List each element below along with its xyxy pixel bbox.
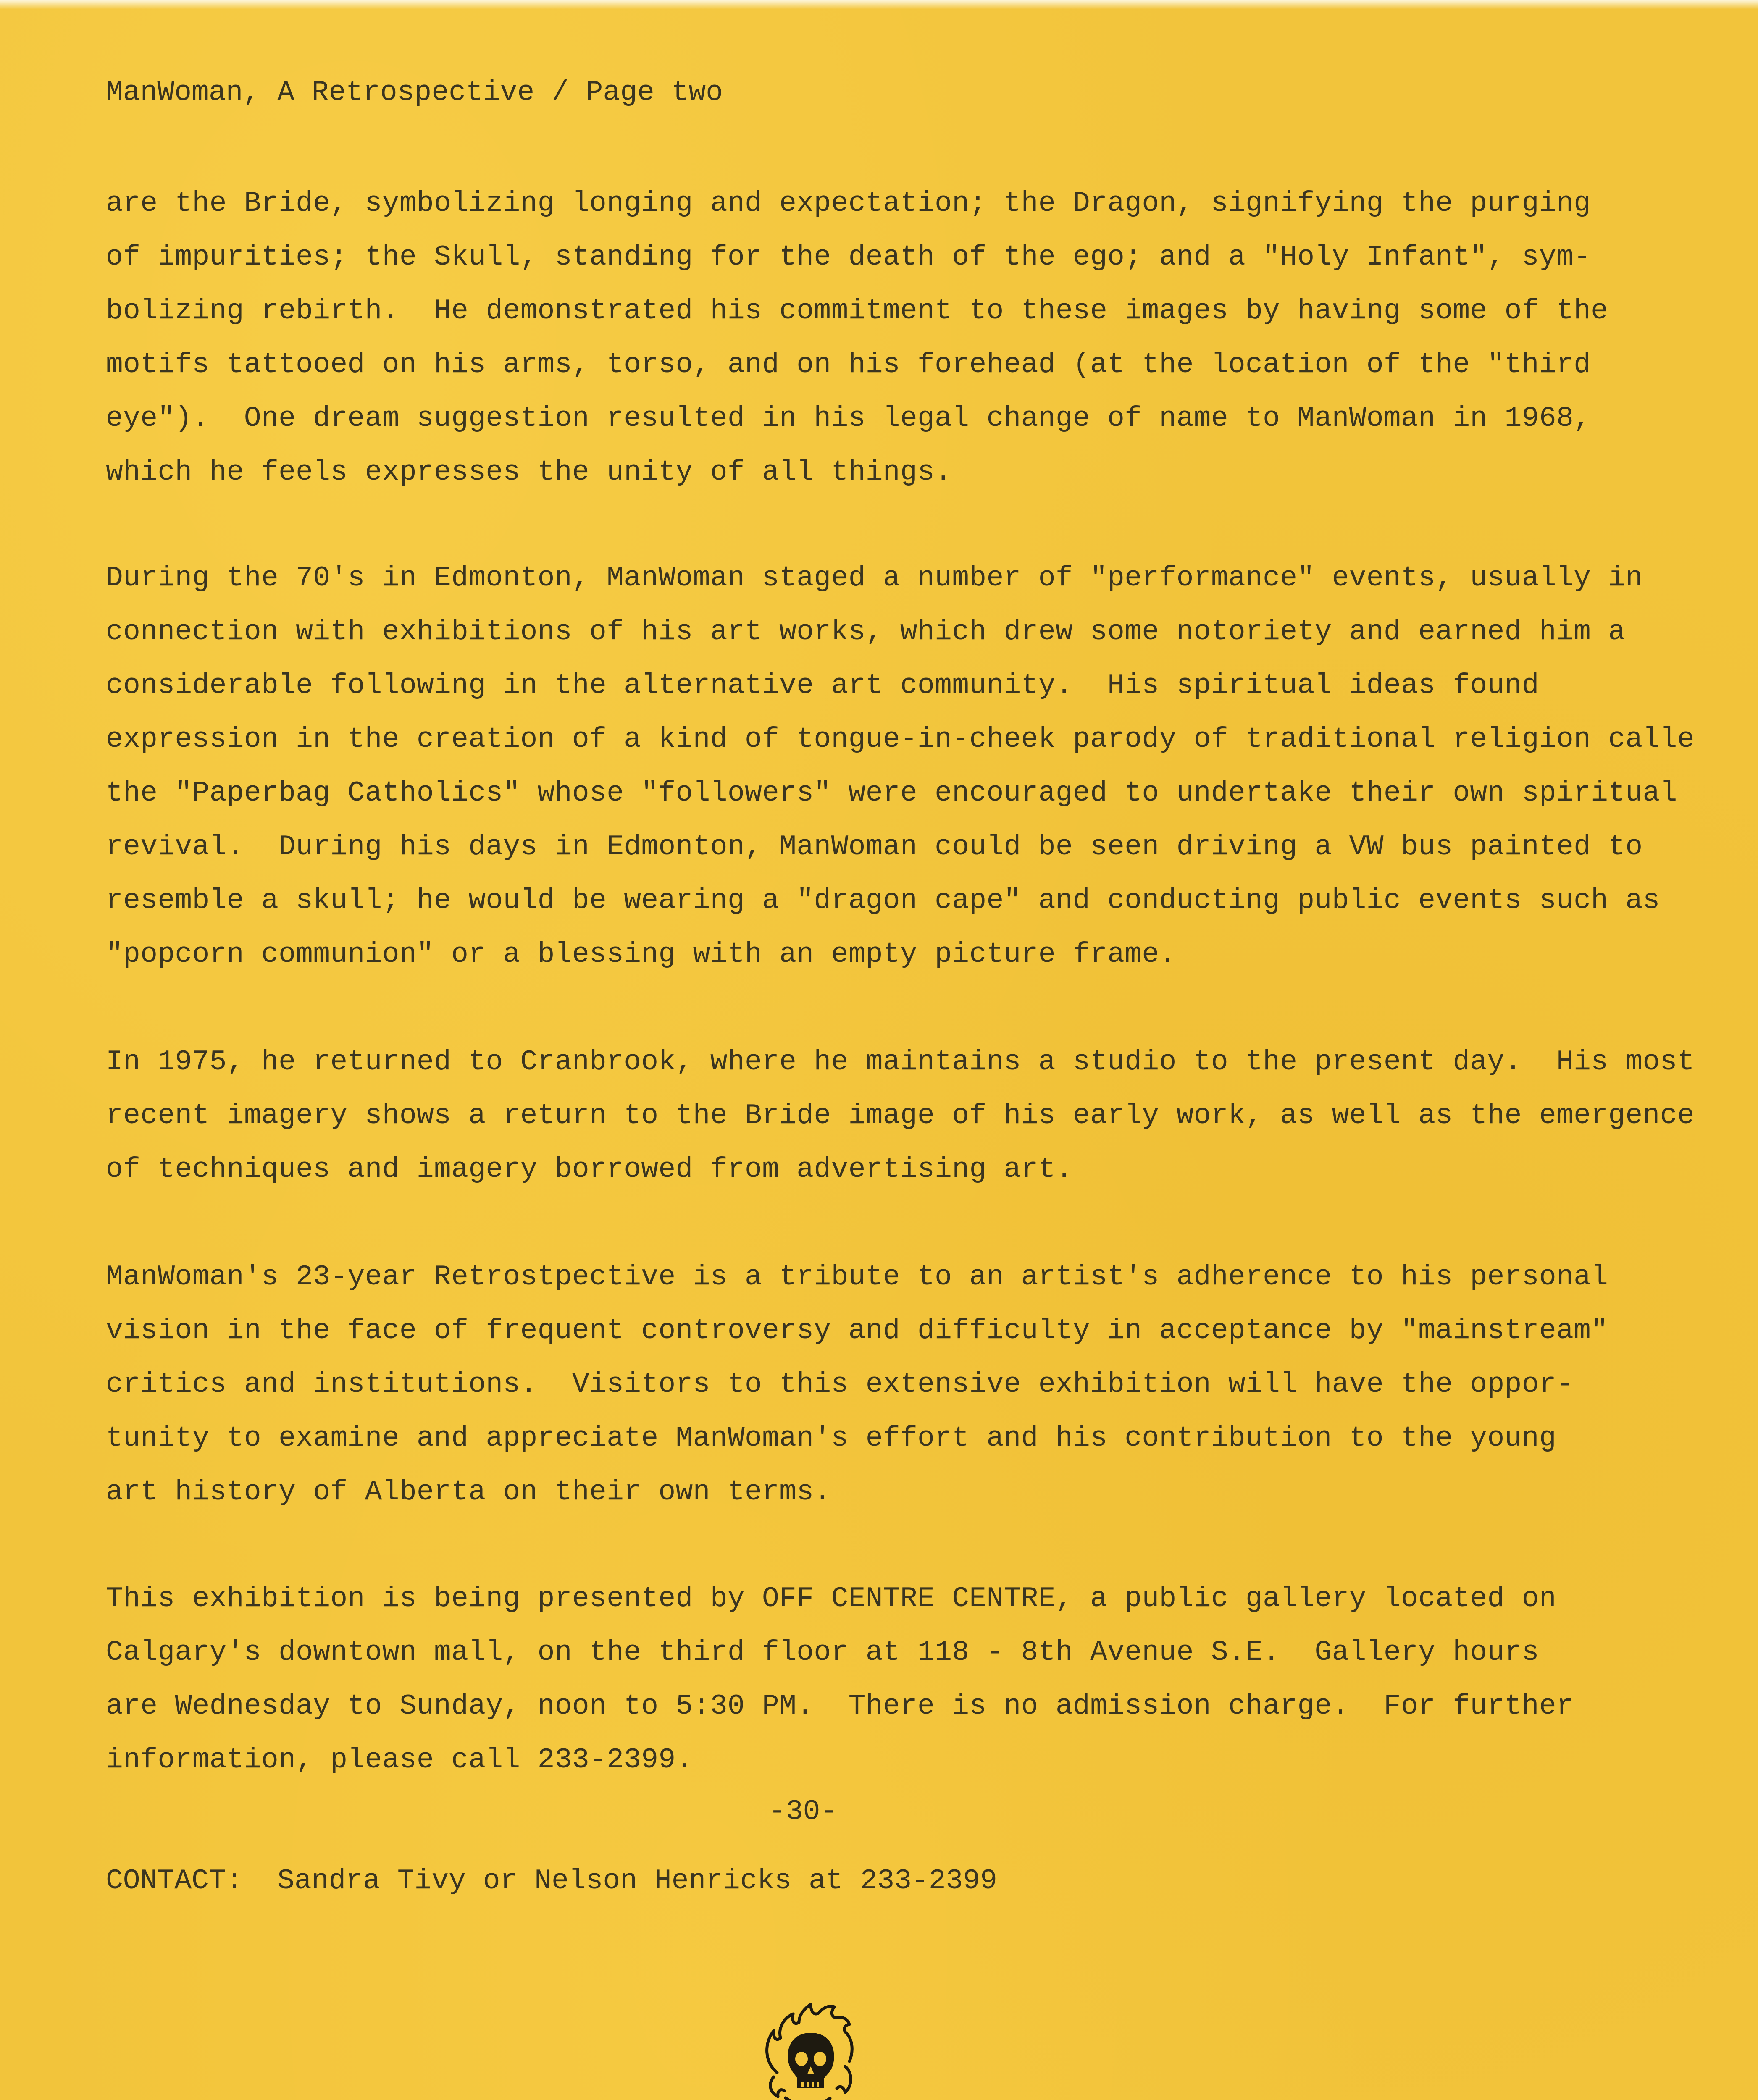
body-line: ManWoman's 23-year Retrostpective is a tribute to an artist's adherence to his personal bbox=[106, 1261, 1608, 1293]
body-line: critics and institutions. Visitors to this extensive exhibition will have the oppor- bbox=[106, 1368, 1574, 1401]
body-line: During the 70's in Edmonton, ManWoman staged a number of "performance" events, usually in bbox=[106, 562, 1643, 594]
body-line: information, please call 233-2399. bbox=[106, 1744, 693, 1776]
body-line: considerable following in the alternative art community. His spiritual ideas found bbox=[106, 669, 1539, 702]
body-line: This exhibition is being presented by OFF CENTRE CENTRE, a public gallery located on bbox=[106, 1583, 1556, 1615]
body-line: "popcorn communion" or a blessing with an empty picture frame. bbox=[106, 938, 1177, 971]
body-line: recent imagery shows a return to the Bride image of his early work, as well as the emergence bbox=[106, 1100, 1695, 1132]
body-line: are Wednesday to Sunday, noon to 5:30 PM. There is no admission charge. For further bbox=[106, 1690, 1574, 1722]
body-line: of impurities; the Skull, standing for the death of the ego; and a "Holy Infant", sym- bbox=[106, 241, 1591, 273]
contact-line: CONTACT: Sandra Tivy or Nelson Henricks at 233-2399 bbox=[106, 1865, 997, 1897]
body-line: motifs tattooed on his arms, torso, and on his forehead (at the location of the "third bbox=[106, 349, 1591, 381]
body-line: of techniques and imagery borrowed from advertising art. bbox=[106, 1153, 1073, 1186]
page-header: ManWoman, A Retrospective / Page two bbox=[106, 76, 723, 109]
body-line: the "Paperbag Catholics" whose "followers" were encouraged to undertake their own spiritual bbox=[106, 777, 1677, 809]
body-line: which he feels expresses the unity of all things. bbox=[106, 456, 952, 488]
body-line: revival. During his days in Edmonton, ManWoman could be seen driving a VW bus painted to bbox=[106, 831, 1643, 863]
body-line: connection with exhibitions of his art works, which drew some notoriety and earned him a bbox=[106, 616, 1626, 648]
body-line: art history of Alberta on their own terms. bbox=[106, 1476, 831, 1508]
flaming-skull-icon bbox=[748, 1999, 865, 2100]
body-line: resemble a skull; he would be wearing a "dragon cape" and conducting public events such as bbox=[106, 885, 1660, 917]
body-line: expression in the creation of a kind of tongue-in-cheek parody of traditional religion calle bbox=[106, 723, 1695, 756]
paper-top-edge bbox=[0, 0, 1758, 9]
body-line: vision in the face of frequent controversy and difficulty in acceptance by "mainstream" bbox=[106, 1315, 1608, 1347]
end-mark: -30- bbox=[769, 1796, 838, 1828]
body-line: In 1975, he returned to Cranbrook, where he maintains a studio to the present day. His most bbox=[106, 1046, 1695, 1078]
body-line: Calgary's downtown mall, on the third floor at 118 - 8th Avenue S.E. Gallery hours bbox=[106, 1636, 1539, 1669]
body-line: tunity to examine and appreciate ManWoman's effort and his contribution to the young bbox=[106, 1422, 1556, 1454]
body-line: are the Bride, symbolizing longing and expectation; the Dragon, signifying the purging bbox=[106, 187, 1591, 220]
body-line: bolizing rebirth. He demonstrated his commitment to these images by having some of the bbox=[106, 295, 1608, 327]
body-line: eye"). One dream suggestion resulted in his legal change of name to ManWoman in 1968, bbox=[106, 402, 1591, 435]
